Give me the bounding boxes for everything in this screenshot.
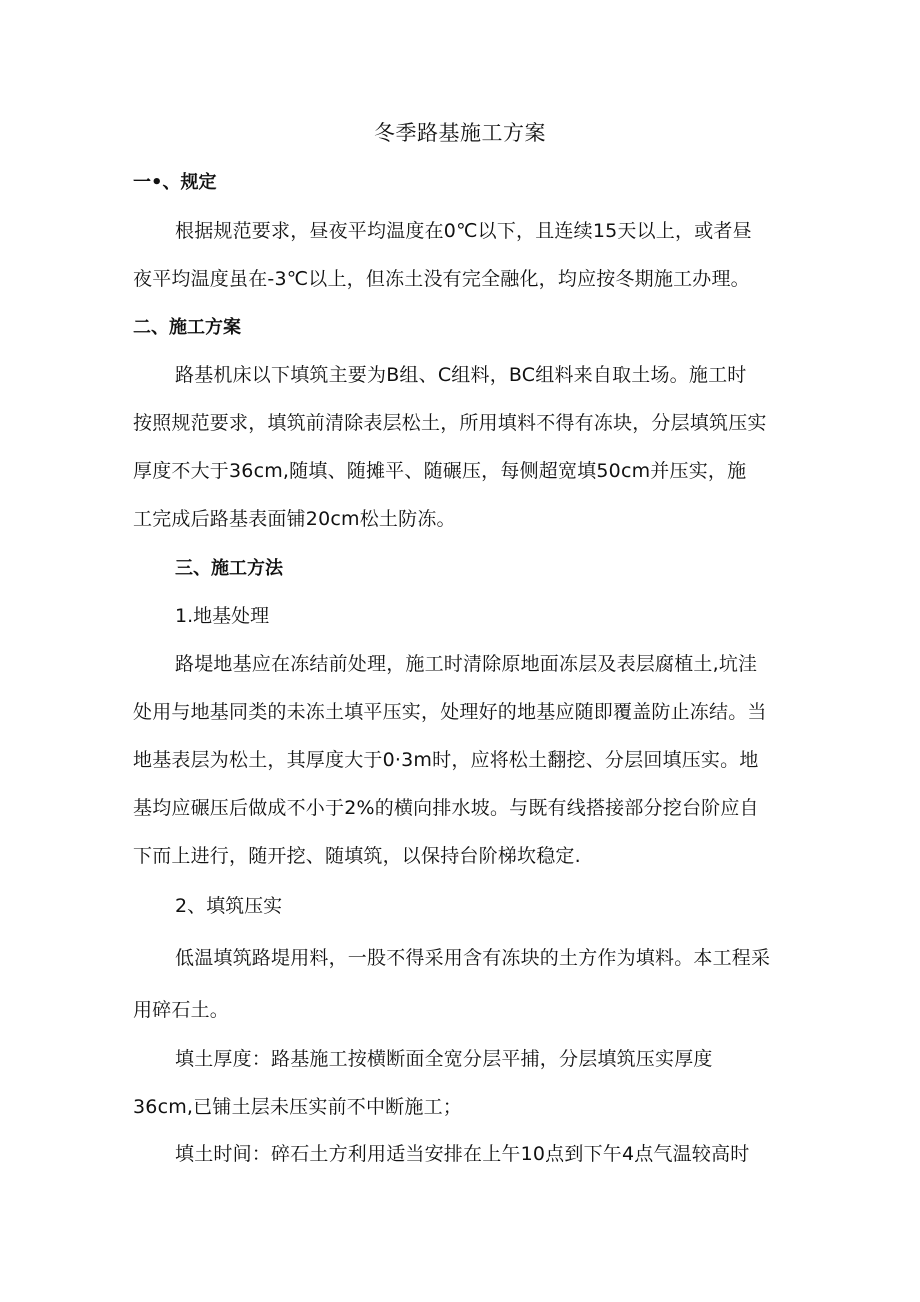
paragraph-line: 厚度不大于36cm,随填、随摊平、随碾压，每侧超宽填50cm并压实，施 (133, 460, 747, 482)
paragraph-line: 路堤地基应在冻结前处理，施工时清除原地面冻层及表层腐植土,坑洼 (175, 653, 758, 675)
paragraph-fill-material (133, 932, 793, 1036)
paragraph-line: 地基表层为松土，其厚度大于0·3m时，应将松土翻挖、分层回填压实。地 (133, 749, 759, 771)
paragraph-regulations (133, 207, 793, 303)
subsection-title-compaction: 2、填筑压实 (175, 895, 283, 917)
paragraph-line: 夜平均温度虽在-3℃以上，但冻土没有完全融化，均应按冬期施工办理。 (133, 268, 750, 290)
paragraph-line: 36cm,已铺土层未压实前不中断施工； (133, 1096, 462, 1118)
paragraph-line: 基均应碾压后做成不小于2%的横向排水坡。与既有线搭接部分挖台阶应自 (133, 797, 759, 819)
paragraph-foundation (133, 640, 793, 880)
paragraph-line: 下而上进行，随开挖、随填筑，以保持台阶梯坎稳定. (133, 845, 581, 867)
paragraph-line: 填土时间：碎石土方利用适当安排在上午10点到下午4点气温较高时 (175, 1143, 750, 1165)
section-heading-regulations: 一•、规定 (133, 172, 217, 193)
paragraph-construction-plan (133, 351, 793, 543)
paragraph-line: 用碎石土。 (133, 999, 230, 1021)
paragraph-line: 按照规范要求，填筑前清除表层松土，所用填料不得有冻块，分层填筑压实 (133, 412, 767, 434)
paragraph-line: 根据规范要求，昼夜平均温度在0℃以下，且连续15天以上，或者昼 (175, 220, 752, 242)
paragraph-line: 工完成后路基表面铺20cm松土防冻。 (133, 508, 456, 530)
subsection-title-foundation: 1.地基处理 (175, 605, 270, 627)
paragraph-line: 低温填筑路堤用料，一股不得采用含有冻块的土方作为填料。本工程采 (175, 947, 771, 969)
paragraph-line: 填土厚度：路基施工按横断面全宽分层平捕，分层填筑压实厚度 (175, 1048, 713, 1070)
section-heading-construction-plan: 二、施工方案 (133, 317, 241, 338)
paragraph-line: 处用与地基同类的未冻土填平压实，处理好的地基应随即覆盖防止冻结。当 (133, 701, 767, 723)
document-title: 冬季路基施工方案 (374, 121, 546, 145)
section-heading-construction-method: 三、施工方法 (175, 558, 283, 579)
paragraph-fill-time (133, 1130, 793, 1178)
paragraph-fill-thickness (133, 1035, 793, 1131)
paragraph-line: 路基机床以下填筑主要为B组、C组料，BC组料来自取土场。施工时 (175, 364, 747, 386)
